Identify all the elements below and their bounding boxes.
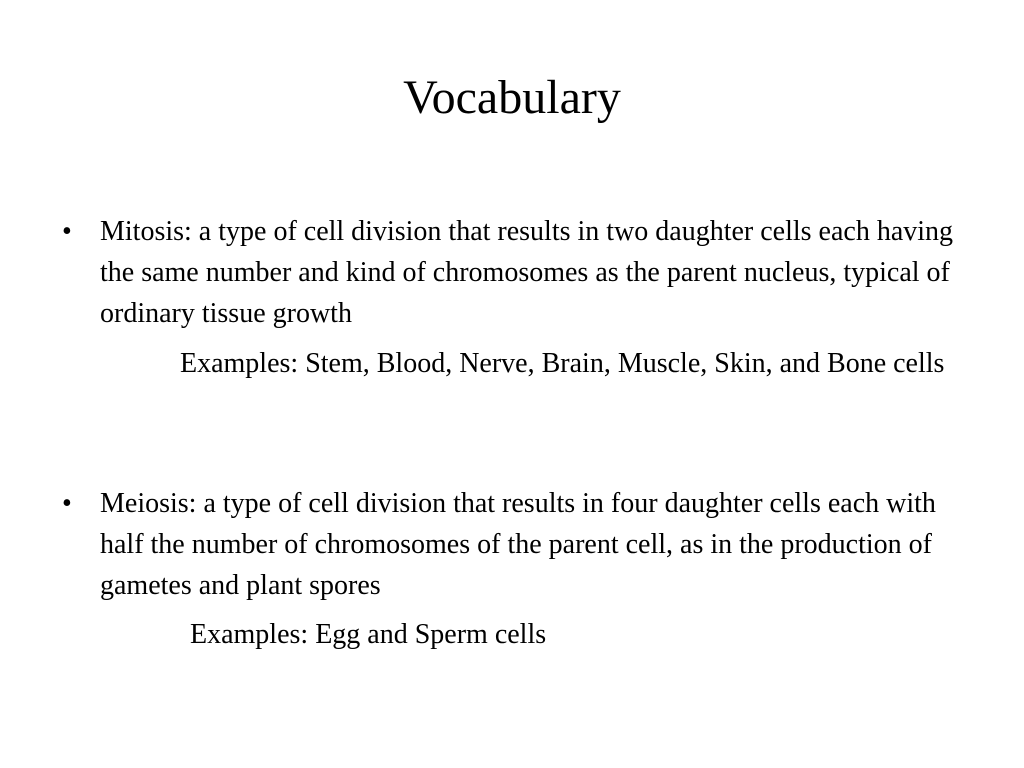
definition-meiosis: Meiosis: a type of cell division that results in four daughter cells each with half the number of chromosomes of the parent cell, as in the production of gametes and plant spores — [100, 488, 936, 601]
slide-title: Vocabulary — [403, 71, 621, 124]
bullet-marker: • — [62, 216, 72, 247]
bullet-marker: • — [62, 488, 72, 519]
examples-meiosis: Examples: Egg and Sperm cells — [190, 619, 547, 650]
bullet-item-mitosis — [62, 211, 962, 334]
examples-mitosis: Examples: Stem, Blood, Nerve, Brain, Muscle, Skin, and Bone cells — [180, 348, 945, 379]
definition-mitosis: Mitosis: a type of cell division that results in two daughter cells each having the same number and kind of chromosomes as the parent nucleus, typical of ordinary tissue growth — [100, 216, 954, 329]
bullet-item-meiosis — [62, 483, 962, 606]
